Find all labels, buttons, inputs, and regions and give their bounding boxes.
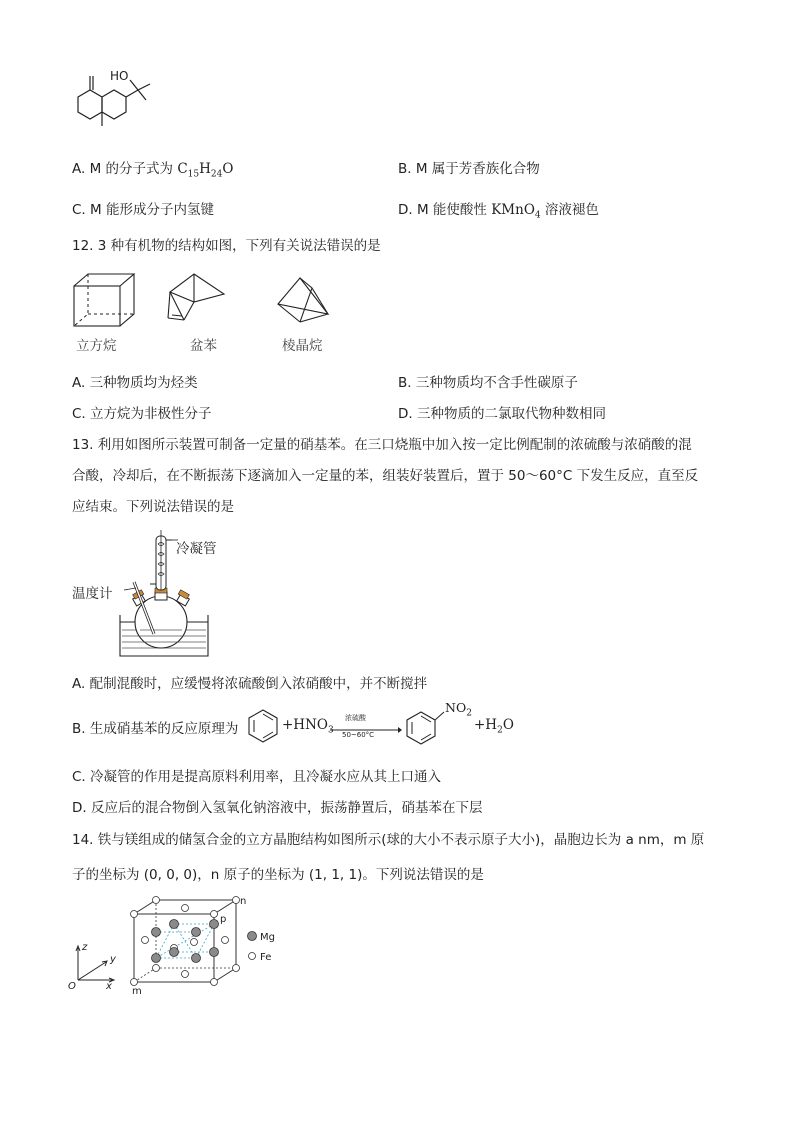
q12-option-a: A. 三种物质均为烃类 [72,375,198,391]
axis-z-label: z [82,942,88,953]
reaction-condition-top: 浓硫酸 [345,714,366,722]
hno3-formula: $+HNO_3$ [282,717,334,736]
label-prismane: 棱晶烷 [282,338,323,354]
q11-option-a: A. M 的分子式为 $C_{15}H_{24}O$ [72,161,234,180]
cubane-structure [72,272,142,332]
label-cubane: 立方烷 [76,338,117,354]
nitro-group-label: $NO_2$ [445,700,472,719]
coordinate-axes [68,940,124,990]
q11-option-b: B. M 属于芳香族化合物 [398,161,540,177]
q13-option-a: A. 配制混酸时，应缓慢将浓硫酸倒入浓硝酸中，并不断搅拌 [72,676,428,692]
label-thermometer: 温度计 [72,586,113,602]
atom-label-p: p [220,914,227,925]
label-condenser: 冷凝管 [176,541,217,557]
molecule-m-structure [68,62,178,142]
q14-stem-line2: 子的坐标为 (0, 0, 0)，n 原子的坐标为 (1, 1, 1)。下列说法错误的是 [72,867,484,883]
axis-origin-label: O [68,981,76,992]
atom-label-m: m [132,986,142,997]
legend-mg: Mg [260,932,275,943]
nitrobenzene-product-icon [404,708,444,748]
q13-stem-line2: 合酸，冷却后，在不断振荡下逐滴加入一定量的苯，组装好装置后，置于 50～60°C 下发生反应，直至反 [72,468,699,484]
prismane-structure [272,276,334,328]
q13-stem-line3: 应结束。下列说法错误的是 [72,499,234,515]
q12-option-d: D. 三种物质的二氯取代物种数相同 [398,406,606,422]
axis-y-label: y [110,954,116,965]
q13-stem-line1: 13. 利用如图所示装置可制备一定量的硝基苯。在三口烧瓶中加入按一定比例配制的浓硫酸与浓硝酸的混 [72,437,692,453]
dewar-benzene-structure [164,270,234,332]
water-formula: $+H_2O$ [474,717,514,736]
q12-option-b: B. 三种物质均不含手性碳原子 [398,375,578,391]
q12-option-c: C. 立方烷为非极性分子 [72,406,212,422]
atom-label-n: n [240,896,247,907]
unit-cell-diagram [128,896,280,996]
legend-fe: Fe [260,952,272,963]
q13-option-d: D. 反应后的混合物倒入氢氧化钠溶液中，振荡静置后，硝基苯在下层 [72,800,483,816]
benzene-reactant-icon [246,708,280,744]
hydroxyl-label: HO [110,69,129,83]
q13-option-c: C. 冷凝管的作用是提高原料利用率，且冷凝水应从其上口通入 [72,769,442,785]
q12-stem: 12. 3 种有机物的结构如图，下列有关说法错误的是 [72,238,381,254]
reaction-condition-bottom: 50~60°C [342,731,375,739]
label-dewar-benzene: 盆苯 [190,338,217,354]
axis-x-label: x [106,981,112,992]
q11-option-d: D. M 能使酸性 KMnO$_4$ 溶液褪色 [398,202,599,221]
q14-stem-line1: 14. 铁与镁组成的储氢合金的立方晶胞结构如图所示(球的大小不表示原子大小)，晶胞边长为 a nm，m 原 [72,832,705,848]
q11-option-c: C. M 能形成分子内氢键 [72,202,214,218]
q13-option-b: B. 生成硝基苯的反应原理为 [72,721,239,737]
